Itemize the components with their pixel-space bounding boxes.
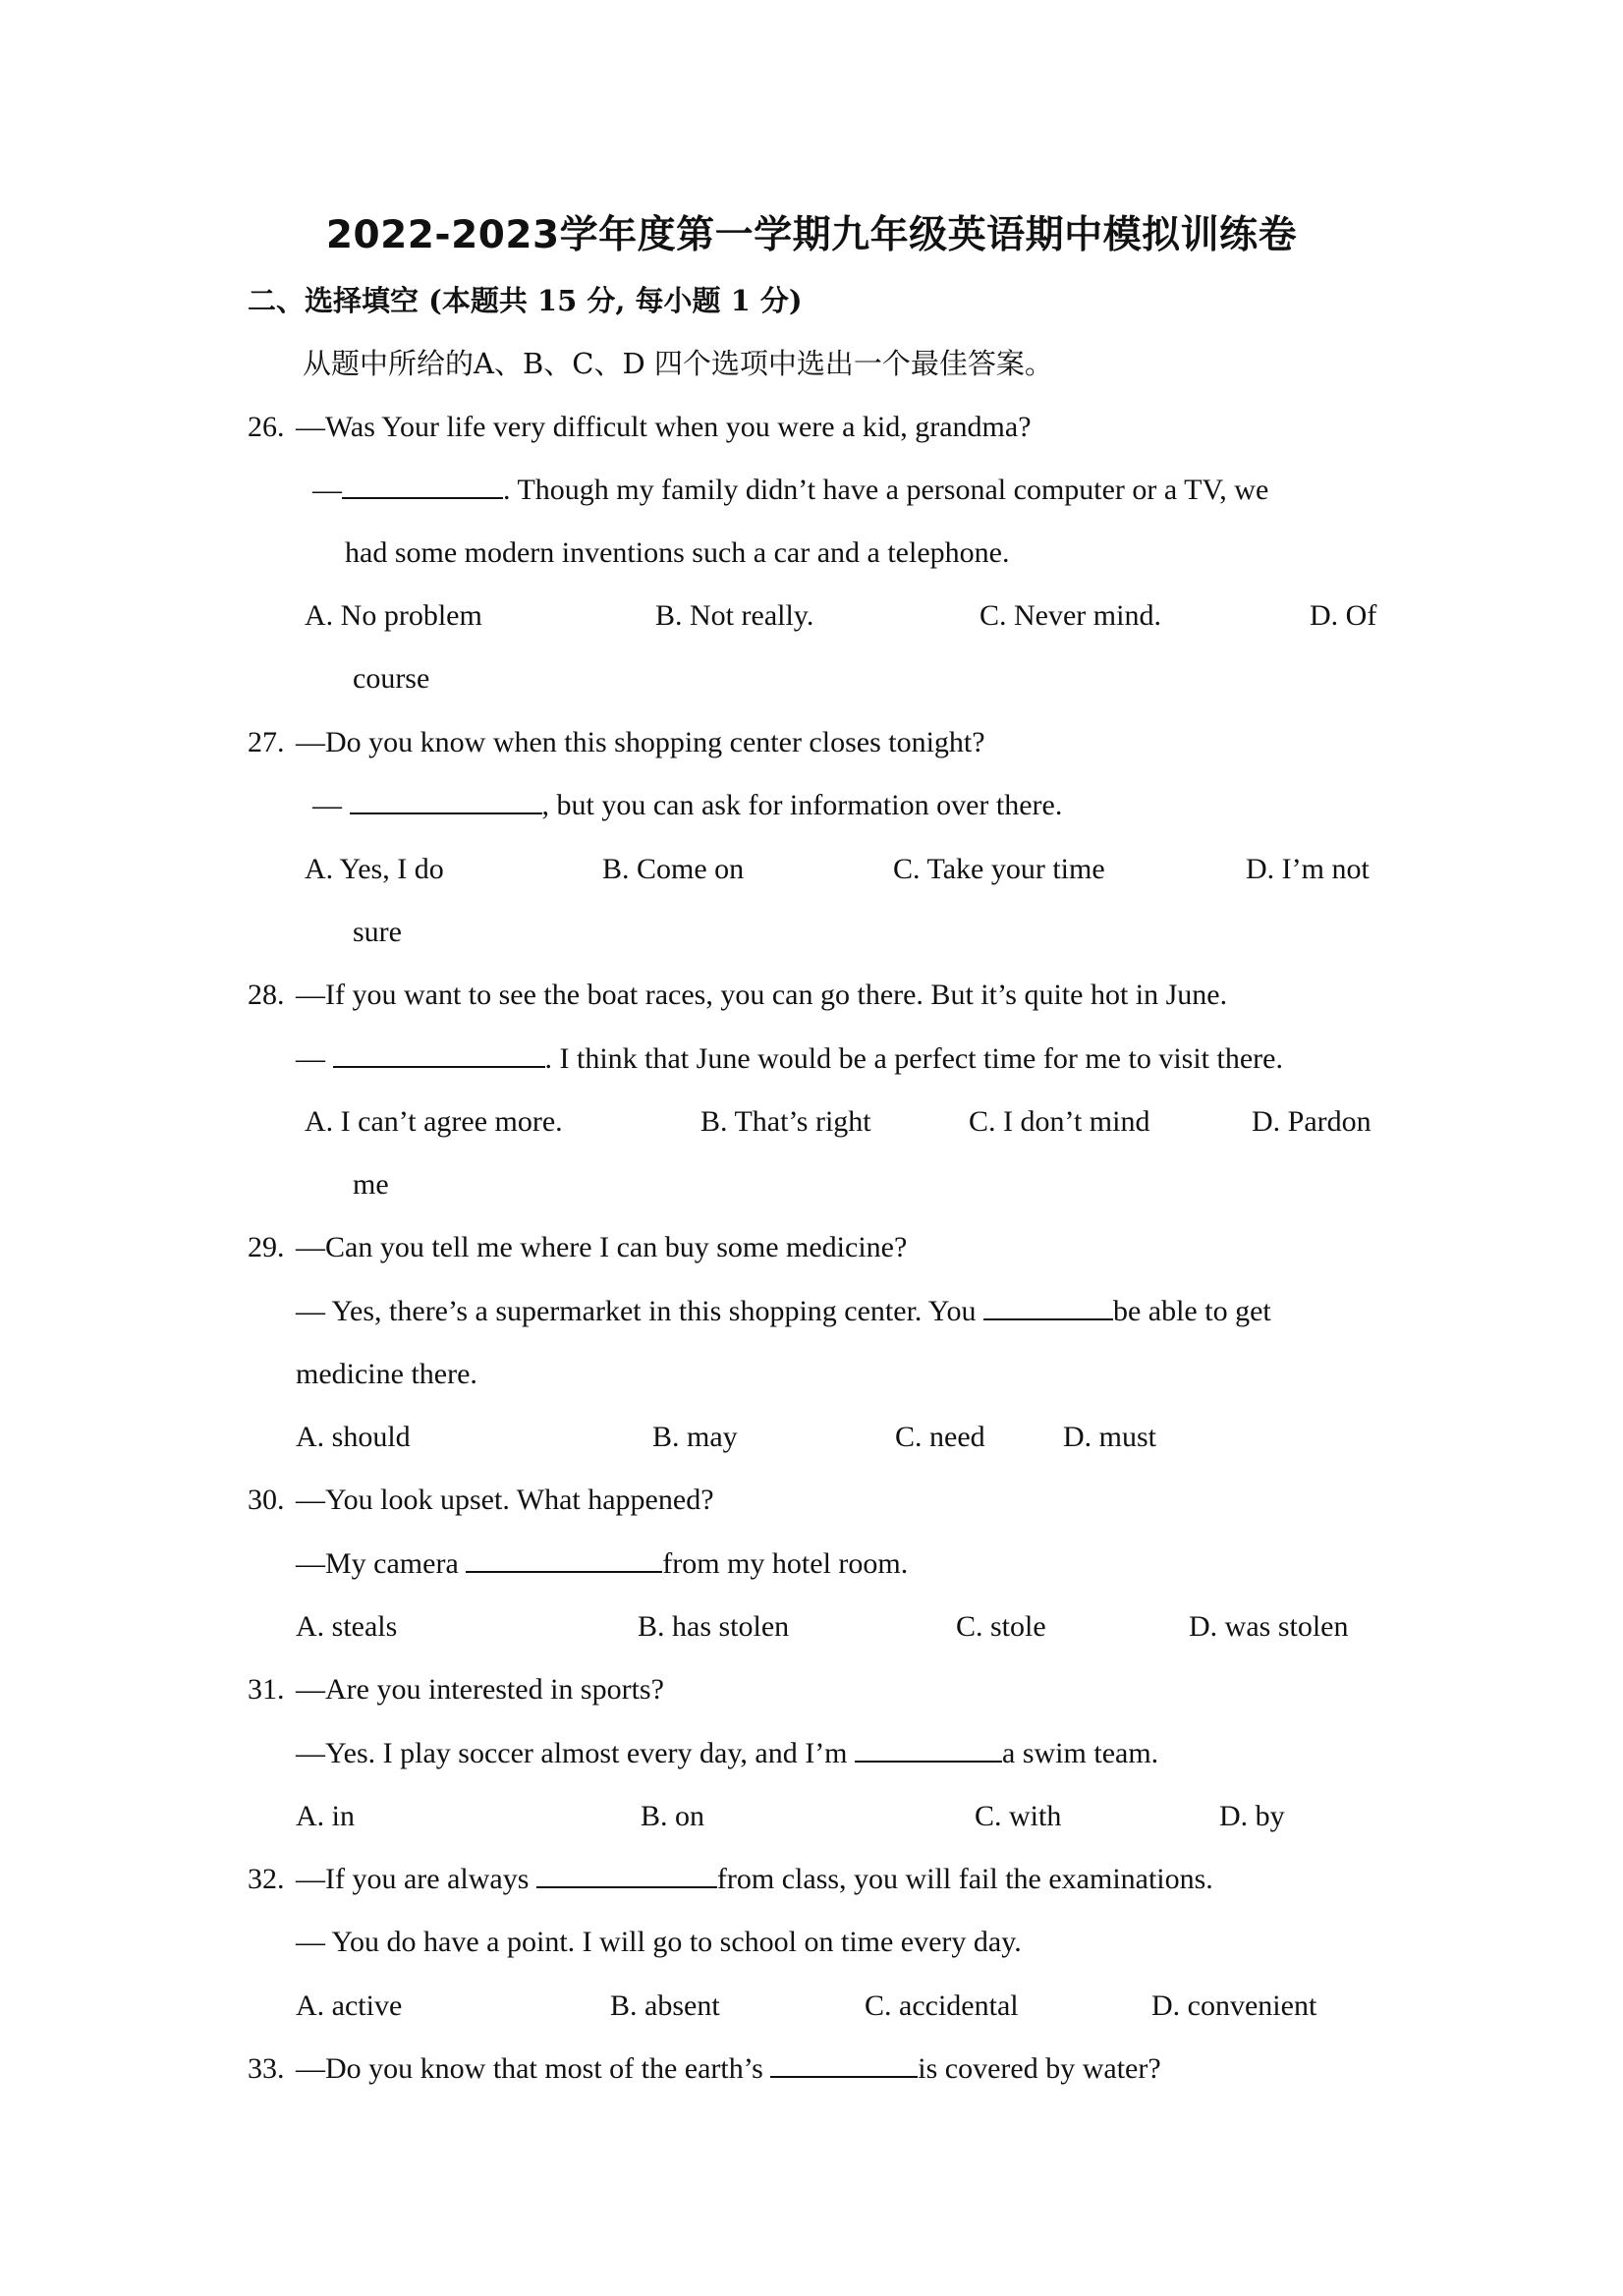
option-d[interactable]: D. convenient (1151, 1989, 1317, 2022)
question-number: 33. (248, 2052, 285, 2085)
question-response: — Yes, there’s a supermarket in this shopping center. You be able to get (296, 1295, 1271, 1327)
option-d[interactable]: D. Pardon (1252, 1105, 1371, 1138)
question-prompt: —Was Your life very difficult when you were a kid, grandma? (296, 411, 1032, 443)
question-prompt: —If you want to see the boat races, you can go there. But it’s quite hot in June. (296, 979, 1228, 1011)
question-number: 31. (248, 1673, 285, 1706)
question-number: 28. (248, 979, 285, 1011)
option-a[interactable]: A. I can’t agree more. (305, 1105, 563, 1138)
option-a[interactable]: A. Yes, I do (305, 853, 444, 885)
option-d[interactable]: D. I’m not (1246, 853, 1370, 885)
option-a[interactable]: A. active (296, 1989, 403, 2022)
option-c[interactable]: C. need (895, 1421, 985, 1453)
answer-blank[interactable] (333, 1040, 545, 1068)
question-response: — . I think that June would be a perfect time for me to visit there. (296, 1042, 1283, 1075)
question-prompt: —Do you know when this shopping center closes tonight? (296, 726, 985, 758)
question-prompt: —If you are always from class, you will fail the examinations. (296, 1863, 1213, 1895)
option-b[interactable]: B. on (641, 1800, 705, 1832)
answer-blank[interactable] (536, 1861, 717, 1888)
answer-blank[interactable] (466, 1545, 662, 1573)
option-c[interactable]: C. stole (956, 1610, 1046, 1643)
option-d[interactable]: D. Of (1310, 599, 1377, 632)
question-response: —My camera from my hotel room. (296, 1547, 909, 1580)
question-number: 27. (248, 726, 285, 758)
question-prompt: —Do you know that most of the earth’s is covered by water? (296, 2052, 1161, 2085)
option-d[interactable]: D. must (1063, 1421, 1157, 1453)
answer-blank[interactable] (342, 472, 503, 499)
question-prompt: —Are you interested in sports? (296, 1673, 664, 1706)
question-prompt: —You look upset. What happened? (296, 1484, 714, 1516)
section-instruction: 从题中所给的A、B、C、D 四个选项中选出一个最佳答案。 (303, 347, 1053, 380)
option-b[interactable]: B. has stolen (638, 1610, 790, 1643)
answer-blank[interactable] (983, 1293, 1113, 1320)
question-response-continued: had some modern inventions such a car and a telephone. (345, 536, 1010, 569)
question-number: 32. (248, 1863, 285, 1895)
section-heading: 二、选择填空 (本题共 15 分, 每小题 1 分) (248, 284, 803, 317)
option-b[interactable]: B. may (652, 1421, 738, 1453)
option-b[interactable]: B. Not really. (655, 599, 814, 632)
option-a[interactable]: A. should (296, 1421, 411, 1453)
question-number: 30. (248, 1484, 285, 1516)
option-d[interactable]: D. was stolen (1189, 1610, 1349, 1643)
answer-blank[interactable] (855, 1735, 1002, 1763)
option-d[interactable]: D. by (1219, 1800, 1285, 1832)
question-response: — . Though my family didn’t have a personal computer or a TV, we (312, 474, 1269, 506)
option-d-wrap: course (353, 662, 430, 695)
question-response: —Yes. I play soccer almost every day, and I’m a swim team. (296, 1737, 1159, 1769)
option-b[interactable]: B. absent (610, 1989, 720, 2022)
option-c[interactable]: C. with (975, 1800, 1062, 1832)
option-a[interactable]: A. No problem (305, 599, 482, 632)
question-response-continued: medicine there. (296, 1358, 477, 1390)
question-number: 29. (248, 1231, 285, 1263)
option-d-wrap: sure (353, 916, 402, 948)
answer-blank[interactable] (350, 787, 542, 814)
option-a[interactable]: A. steals (296, 1610, 398, 1643)
option-a[interactable]: A. in (296, 1800, 355, 1832)
answer-blank[interactable] (770, 2050, 918, 2078)
question-prompt: —Can you tell me where I can buy some medicine? (296, 1231, 908, 1263)
option-c[interactable]: C. I don’t mind (969, 1105, 1150, 1138)
question-response: — , but you can ask for information over there. (312, 789, 1063, 821)
option-d-wrap: me (353, 1168, 389, 1201)
option-c[interactable]: C. accidental (865, 1989, 1019, 2022)
question-number: 26. (248, 411, 285, 443)
option-c[interactable]: C. Never mind. (979, 599, 1161, 632)
question-response: — You do have a point. I will go to school on time every day. (296, 1926, 1022, 1958)
option-b[interactable]: B. Come on (602, 853, 745, 885)
exam-title: 2022-2023学年度第一学期九年级英语期中模拟训练卷 (325, 213, 1298, 257)
option-c[interactable]: C. Take your time (893, 853, 1105, 885)
option-b[interactable]: B. That’s right (700, 1105, 871, 1138)
